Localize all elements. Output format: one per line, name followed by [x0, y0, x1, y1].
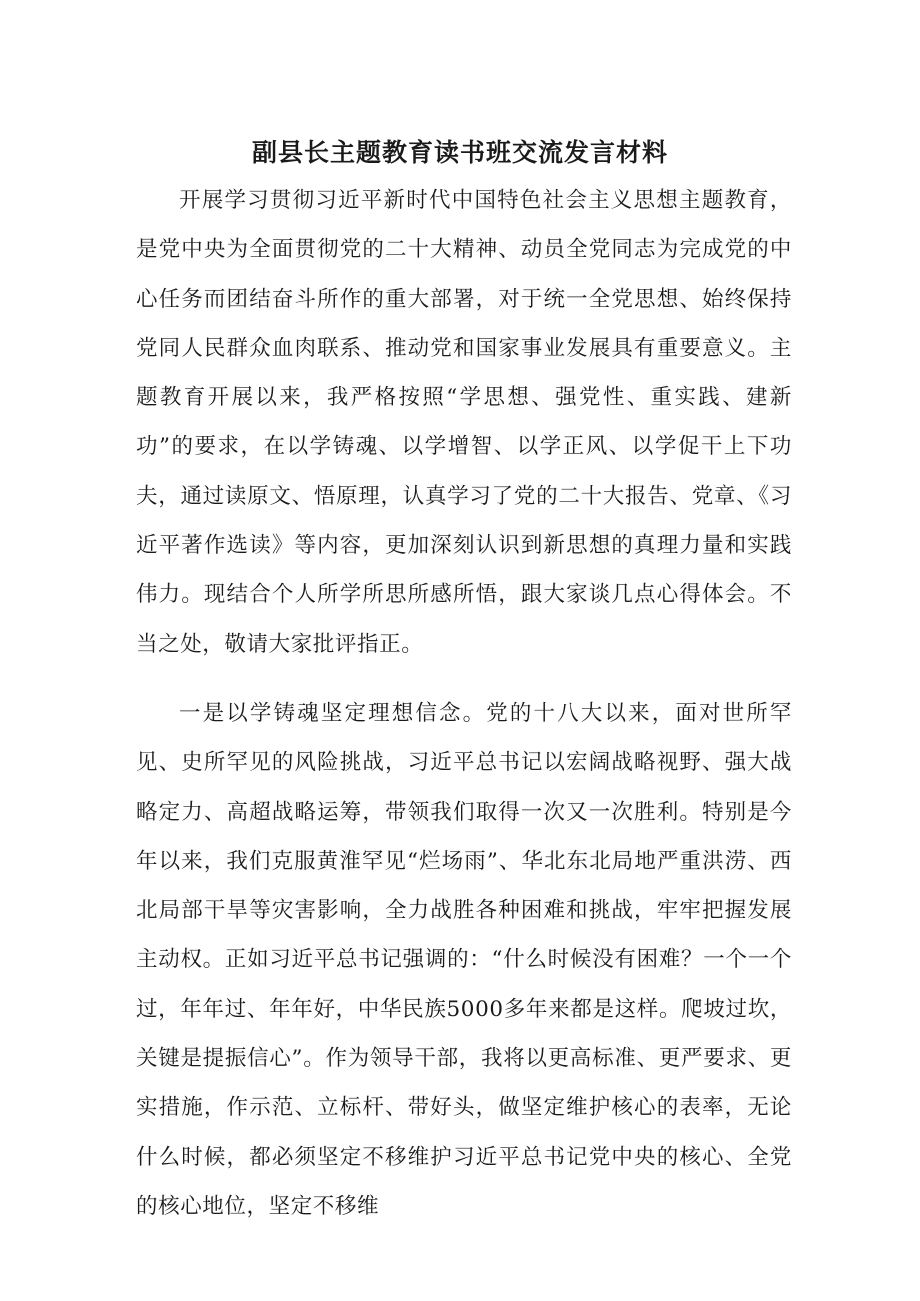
paragraph-point-one: 一是以学铸魂坚定理想信念。党的十八大以来，面对世所罕见、史所罕见的风险挑战，习近平总书记以宏阔战略视野、强大战略定力、高超战略运筹，带领我们取得一次又一次胜利。特别是今年以来，我们克服黄淮罕见“烂场雨”、华北东北局地严重洪涝、西北局部干旱等灾害影响，全力战胜各种困难和挑战，牢牢把握发展主动权。正如习近平总书记强调的：“什么时候没有困难？一个一个过，年年过、年年好，中华民族5000多年来都是这样。爬坡过坎，关键是提振信心”。作为领导干部，我将以更高标准、更严要求、更实措施，作示范、立标杆、带好头，做坚定维护核心的表率，无论什么时候，都必须坚定不移维护习近平总书记党中央的核心、全党的核心地位，坚定不移维: [136, 701, 792, 1219]
document-title: 副县长主题教育读书班交流发言材料: [251, 138, 668, 167]
paragraph-introduction: 开展学习贯彻习近平新时代中国特色社会主义思想主题教育，是党中央为全面贯彻党的二十大精神、动员全党同志为完成党的中心任务而团结奋斗所作的重大部署，对于统一全党思想、始终保持党同人民群众血肉联系、推动党和国家事业发展具有重要意义。主题教育开展以来，我严格按照“学思想、强党性、重实践、建新功”的要求，在以学铸魂、以学增智、以学正风、以学促干上下功夫，通过读原文、悟原理，认真学习了党的二十大报告、党章、《习近平著作选读》等内容，更加深刻认识到新思想的真理力量和实践伟力。现结合个人所学所思所感所悟，跟大家谈几点心得体会。不当之处，敬请大家批评指正。: [136, 188, 792, 657]
